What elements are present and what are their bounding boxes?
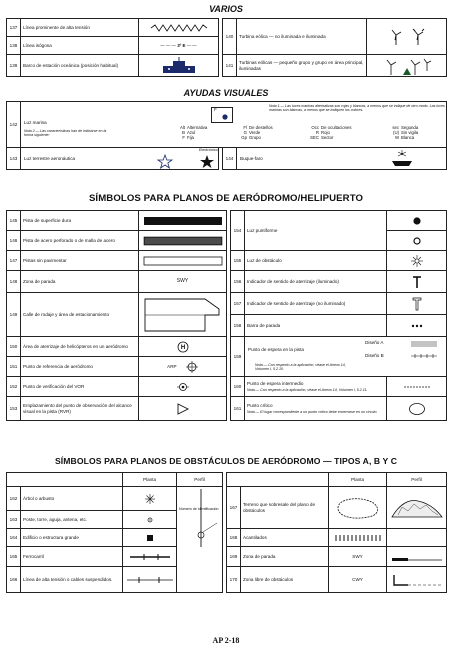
landing-direction-unlit-icon — [412, 297, 422, 311]
aero-light-cell — [21, 148, 219, 170]
holding-position-cell — [245, 337, 447, 377]
row-number: 142 — [7, 102, 21, 148]
abbr-alt: Alt Alternativa — [179, 125, 208, 130]
row-label: Turbinas eólicas — pequeño grupo y grupo en área principal, iluminadas — [237, 55, 367, 77]
row-label: Zona de parada — [21, 271, 139, 293]
design-b-label: Diseño B — [365, 353, 384, 358]
row-number: 161 — [231, 397, 245, 421]
profile-icons — [177, 487, 223, 593]
row-number: 141 — [223, 55, 237, 77]
terrain-profile-icon — [390, 495, 444, 521]
row-label: Pista de acero perforado o de malla de acero — [21, 231, 139, 251]
row-number: 153 — [7, 397, 21, 421]
helipad-letter: H — [180, 344, 185, 351]
ayudas-table — [6, 101, 447, 170]
vor-checkpoint-icon — [177, 381, 189, 393]
row-number: 152 — [7, 377, 21, 397]
row-number: 162 — [7, 487, 21, 511]
power-line-icon — [149, 24, 209, 32]
hot-spot-icon — [408, 402, 426, 416]
row-label: Punto de referencia de aeródromo — [21, 357, 139, 377]
row-number: 144 — [223, 148, 237, 170]
row-label: Emplazamiento del punto de observación del alcance visual en la pista (RVR) — [21, 397, 139, 421]
row-number: 137 — [7, 19, 21, 37]
varios-table — [6, 18, 447, 77]
intermediate-holding-note: Nota.— Con respecto a la aplicación, véase el Anexo 14, Volumen I, 5.2.11. — [247, 387, 368, 392]
obstaculos-table — [6, 472, 447, 593]
row-label: Punto de espera en la pista — [248, 347, 304, 352]
marine-light-note2: Nota 2.— Las características han de indicarse en la forma siguiente: — [24, 129, 107, 138]
row-label: Zona libre de obstáculos — [241, 567, 329, 593]
row-number: 160 — [231, 377, 245, 397]
railway-plan-icon — [128, 553, 172, 561]
row-number: 148 — [7, 271, 21, 293]
row-label: Indicador de sentido de aterrizaje (iluminado) — [245, 271, 387, 293]
marine-light-label: Luz marina — [24, 120, 47, 125]
marine-light-f-label: F — [214, 107, 217, 112]
aerodromo-table — [6, 210, 447, 421]
abbr-sector: SEC Sector — [310, 134, 334, 140]
plan-header-left: Planta — [123, 473, 177, 487]
wind-turbine-group-icon — [377, 56, 437, 76]
stop-bar-icon — [410, 323, 424, 329]
row-number: 169 — [227, 547, 241, 567]
steel-mesh-runway-icon — [143, 236, 223, 246]
row-number: 143 — [7, 148, 21, 170]
obstacle-light-icon — [411, 255, 423, 267]
lightship-cell — [237, 148, 447, 170]
row-label: Acantilados — [241, 529, 329, 547]
wind-turbine-icon — [382, 28, 432, 46]
row-number: 147 — [7, 251, 21, 271]
row-number: 139 — [7, 55, 21, 77]
isogonic-value: 3º E — [177, 42, 186, 48]
row-label: Pistas sin pavimentar — [21, 251, 139, 271]
profile-header-right: Perfil — [387, 473, 447, 487]
row-number: 149 — [7, 293, 21, 337]
holding-position-note: Nota.— Con respecto a la aplicación, véase el Anexo 14, Volumen I, 5.2.10. — [255, 363, 346, 372]
helipad-icon — [177, 341, 189, 353]
tree-plan-icon — [145, 494, 155, 504]
clearway-profile-icon — [390, 573, 444, 587]
row-label: Calle de rodaje y área de estacionamiento — [21, 293, 139, 337]
power-line-symbol — [139, 19, 219, 37]
row-number: 150 — [7, 337, 21, 357]
row-label: Punto crítico — [247, 403, 273, 409]
row-label: Luz terrestre aeronáutica — [24, 156, 76, 161]
hot-spot-note: Nota.— El lugar correspondiente a un punto crítico debe encerrarse en un círculo. — [247, 409, 378, 414]
abbr-gp: Gp Grupo — [241, 134, 261, 140]
cliffs-plan-icon — [332, 534, 384, 542]
row-label: Punto de espera intermedio — [247, 381, 304, 387]
intermediate-holding-icon — [402, 384, 432, 390]
row-number: 140 — [223, 19, 237, 55]
row-label: Punto de verificación del VOR — [21, 377, 139, 397]
row-number: 166 — [7, 567, 21, 593]
abbr-fl: Fl De destellos — [243, 125, 273, 130]
cwy-tag: CWY — [352, 576, 363, 582]
abbr-u: (U) Sin vigila — [393, 129, 419, 135]
wind-turbine-group-symbol — [367, 55, 447, 77]
abbr-f: F Fija — [182, 134, 194, 140]
building-plan-icon — [146, 534, 154, 542]
abbr-b: B Azul — [182, 129, 196, 135]
section-title-obstaculos: SÍMBOLOS PARA PLANOS DE OBSTÁCULOS DE AERÓDROMO — TIPOS A, B Y C — [54, 456, 398, 466]
row-label: Pista de superficie dura — [21, 211, 139, 231]
row-label: Poste, torre, aguja, antena, etc. — [21, 511, 123, 529]
row-number: 164 — [7, 529, 21, 547]
marine-light-icon — [212, 108, 232, 122]
abbr-g: G Verde — [243, 129, 261, 135]
taxiway-apron-icon — [141, 295, 225, 335]
row-label: Árbol o arbusto — [21, 487, 123, 511]
page-footer: AP 2-18 — [212, 636, 240, 645]
row-number: 158 — [231, 315, 245, 337]
marine-light-cell — [21, 102, 447, 148]
point-light-open-icon — [412, 236, 422, 246]
abbr-r: R Rojo — [315, 129, 330, 135]
terrain-plan-icon — [332, 495, 384, 521]
pole-plan-icon — [146, 516, 154, 524]
holding-position-icons — [405, 340, 445, 370]
row-label: Barco de estación oceánica (posición habitual) — [21, 55, 139, 77]
lightship-icon — [387, 149, 417, 169]
landing-direction-lit-icon — [412, 275, 422, 289]
marine-light-note1: Nota 1.— Las luces marinas alternativas son rojas y blancas, a menos que se indique de otro modo. Las luces marinas son blancas, a menos que se indiquen los colores. — [269, 104, 445, 113]
row-number: 165 — [7, 547, 21, 567]
row-label: Área de aterrizaje de helicópteros en un aeródromo — [21, 337, 139, 357]
row-number: 145 — [7, 211, 21, 231]
row-label: Ferrocarril — [21, 547, 123, 567]
row-label: Línea prominente de alta tensión — [21, 19, 139, 37]
row-label: Buque-faro — [240, 156, 263, 161]
marine-light-symbol-box — [211, 107, 233, 123]
abbreviation-grid — [171, 126, 447, 141]
abbr-sec: sec Segunda — [392, 125, 419, 130]
row-number: 159 — [231, 337, 245, 377]
row-label: Zona de parada — [241, 547, 329, 567]
ship-icon — [159, 57, 199, 75]
rvr-site-icon — [176, 402, 190, 416]
electronic-label: Electrónico — [199, 148, 218, 152]
star-icons — [151, 150, 219, 170]
row-number: 138 — [7, 37, 21, 55]
row-label: Barra de parada — [245, 315, 387, 337]
isogonic-line-symbol: — — — 3º E — — — [139, 37, 219, 55]
row-number: 167 — [227, 487, 241, 529]
row-label: Luz de obstáculo — [245, 251, 387, 271]
arp-icon — [186, 361, 198, 373]
row-number: 163 — [7, 511, 21, 529]
arp-tag: ARP — [167, 363, 177, 369]
section-title-varios: VARIOS — [209, 4, 243, 14]
power-cable-plan-icon — [125, 576, 175, 584]
wind-turbine-symbol — [367, 19, 447, 55]
row-number: 157 — [231, 293, 245, 315]
row-number: 170 — [227, 567, 241, 593]
swy-tag: SWY — [176, 278, 189, 285]
swy-obstacle-tag: SWY — [352, 553, 363, 559]
profile-column-left — [177, 487, 223, 593]
profile-header-left: Perfil — [177, 473, 223, 487]
abbr-w: W Blanca — [394, 134, 415, 140]
section-title-aerodromo: SÍMBOLOS PARA PLANOS DE AERÓDROMO/HELIPUERTO — [88, 193, 364, 204]
row-number: 168 — [227, 529, 241, 547]
row-label: Luz puntiforme — [245, 211, 387, 251]
stopway-profile-icon — [390, 552, 444, 562]
row-number: 156 — [231, 271, 245, 293]
row-number: 155 — [231, 251, 245, 271]
row-label: Indicador de sentido de aterrizaje (no iluminado) — [245, 293, 387, 315]
hard-runway-icon — [143, 216, 223, 226]
id-number-label: Número de identificación — [179, 507, 219, 511]
section-title-ayudas: AYUDAS VISUALES — [183, 88, 269, 98]
plan-header-right: Planta — [329, 473, 387, 487]
row-number: 146 — [7, 231, 21, 251]
row-label: Línea de alta tensión o cables suspendidos. — [21, 567, 123, 593]
unpaved-runway-icon — [143, 256, 223, 266]
point-light-icon — [412, 216, 422, 226]
row-label: Edificio o estructura grande — [21, 529, 123, 547]
abbr-occ: Occ De ocultaciones — [311, 125, 352, 130]
row-number: 151 — [7, 357, 21, 377]
row-label: Terreno que sobresale del plano de obstáculos — [241, 487, 329, 529]
ocean-station-symbol — [139, 55, 219, 77]
row-label: Línea isógona — [21, 37, 139, 55]
row-label: Turbina eólica — no iluminada e iluminada — [237, 19, 367, 55]
row-number: 154 — [231, 211, 245, 251]
design-a-label: Diseño A — [365, 340, 384, 345]
